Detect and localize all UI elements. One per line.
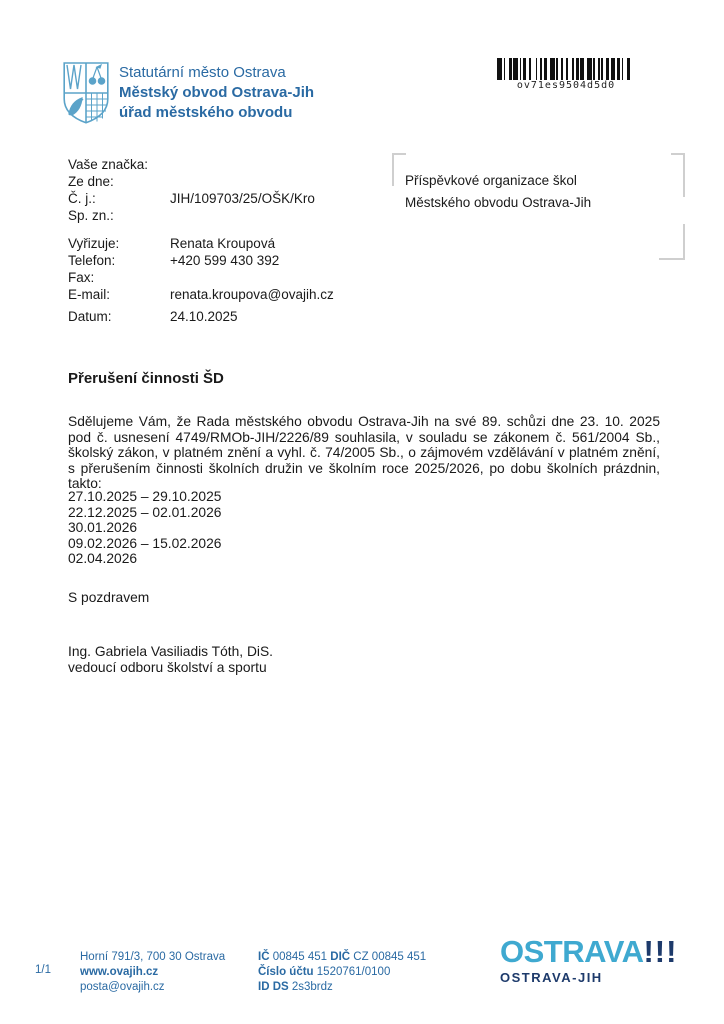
address-window-mark-bottom-right (659, 224, 685, 260)
letterhead-office: úřad městského obvodu (119, 104, 293, 121)
reference-group-b (68, 235, 334, 303)
reference-row (68, 173, 315, 190)
footer-website-link[interactable]: www.ovajih.cz (80, 966, 159, 978)
footer-idds-line (258, 980, 426, 995)
ref-value-telefon: +420 599 430 392 (170, 253, 280, 268)
ref-value-vyrizuje: Renata Kroupová (170, 236, 276, 251)
idds-value: 2s3brdz (288, 981, 333, 993)
reference-row (68, 207, 315, 224)
recipient-line2: Městského obvodu Ostrava-Jih (405, 195, 592, 210)
ref-label-datum: Datum: (68, 309, 112, 324)
closing-salutation: S pozdravem (68, 590, 150, 605)
page-number: 1/1 (35, 964, 51, 976)
idds-label: ID DS (258, 981, 289, 993)
account-value: 1520761/0100 (313, 966, 391, 978)
signer-title: vedoucí odboru školství a sportu (68, 660, 267, 675)
ostrava-wordmark-exclamation: !!! (643, 934, 678, 969)
reference-row (68, 252, 334, 269)
dic-label: DIČ (330, 951, 351, 963)
recipient-line1: Příspěvkové organizace škol (405, 173, 577, 188)
coat-of-arms-logo (63, 62, 109, 124)
reference-row (68, 308, 238, 325)
ic-label: IČ (258, 951, 270, 963)
reference-group-a (68, 156, 315, 224)
letterhead-city: Statutární město Ostrava (119, 64, 286, 81)
letterhead (63, 62, 314, 124)
ostrava-logo (500, 936, 677, 985)
ref-label-vyrizuje: Vyřizuje: (68, 236, 120, 251)
letterhead-text (119, 62, 314, 124)
reference-row (68, 235, 334, 252)
address-window-mark-top-right (671, 153, 685, 197)
footer-registry-column (258, 950, 426, 995)
date-range: 02.04.2026 (68, 551, 138, 567)
barcode-caption: ov71es9504d5d0 (516, 80, 616, 91)
reference-row (68, 190, 315, 207)
ref-label-sp-zn: Sp. zn.: (68, 208, 114, 223)
ostrava-wordmark (500, 936, 677, 967)
signer-name: Ing. Gabriela Vasiliadis Tóth, DiS. (68, 644, 274, 659)
ref-label-telefon: Telefon: (68, 253, 116, 268)
barcode (483, 58, 649, 80)
reference-row (68, 156, 315, 173)
letterhead-district: Městský obvod Ostrava-Jih (119, 84, 315, 101)
ref-value-cj: JIH/109703/25/OŠK/Kro (170, 191, 315, 206)
reference-row (68, 286, 334, 303)
dic-value: CZ 00845 451 (350, 951, 427, 963)
ostrava-jih-wordmark: OSTRAVA-JIH (500, 970, 603, 985)
footer-email-link[interactable]: posta@ovajih.cz (80, 981, 165, 993)
date-range: 30.01.2026 (68, 520, 138, 536)
body-paragraph: Sdělujeme Vám, že Rada městského obvodu Ostrava-Jih na své 89. schůzi dne 23. 10. 2025 pod č. usnesení 4749/RMOb-JIH/2226/89 souhlasila, v souladu se zákonem č. 561/2004 Sb., školský zákon, v platném znění a vyhl. č. 74/2005 Sb., o zájmovém vzdělávání v platném znění, s přerušením činnosti školních družin ve školním roce 2025/2026, po dobu školních prázdnin, takto: (68, 414, 660, 492)
ref-label-cj: Č. j.: (68, 191, 96, 206)
date-range: 09.02.2026 – 15.02.2026 (68, 535, 222, 551)
signature-block (68, 644, 273, 676)
ostrava-wordmark-text: OSTRAVA (500, 934, 644, 969)
account-label: Číslo účtu (258, 966, 314, 978)
address-window-mark-top-left (392, 153, 406, 186)
ref-value-datum: 24.10.2025 (170, 309, 238, 324)
ref-label-fax: Fax: (68, 270, 95, 285)
ref-label-vase-znacka: Vaše značka: (68, 157, 149, 172)
reference-group-c (68, 308, 238, 325)
ic-value: 00845 451 (269, 951, 331, 963)
footer-address-column (80, 950, 225, 995)
footer-account-line (258, 965, 426, 980)
subject-line: Přerušení činnosti ŠD (68, 370, 224, 387)
date-range: 27.10.2025 – 29.10.2025 (68, 489, 222, 504)
interruption-date-list (68, 489, 221, 567)
recipient-block (405, 170, 591, 214)
date-range: 22.12.2025 – 02.01.2026 (68, 504, 222, 520)
ref-label-ze-dne: Ze dne: (68, 174, 114, 189)
footer-street-address: Horní 791/3, 700 30 Ostrava (80, 951, 226, 963)
barcode-block (483, 58, 649, 91)
ref-value-email[interactable]: renata.kroupova@ovajih.cz (170, 287, 334, 302)
ref-label-email: E-mail: (68, 287, 111, 302)
reference-row (68, 269, 334, 286)
footer-ic-dic-line (258, 950, 426, 965)
